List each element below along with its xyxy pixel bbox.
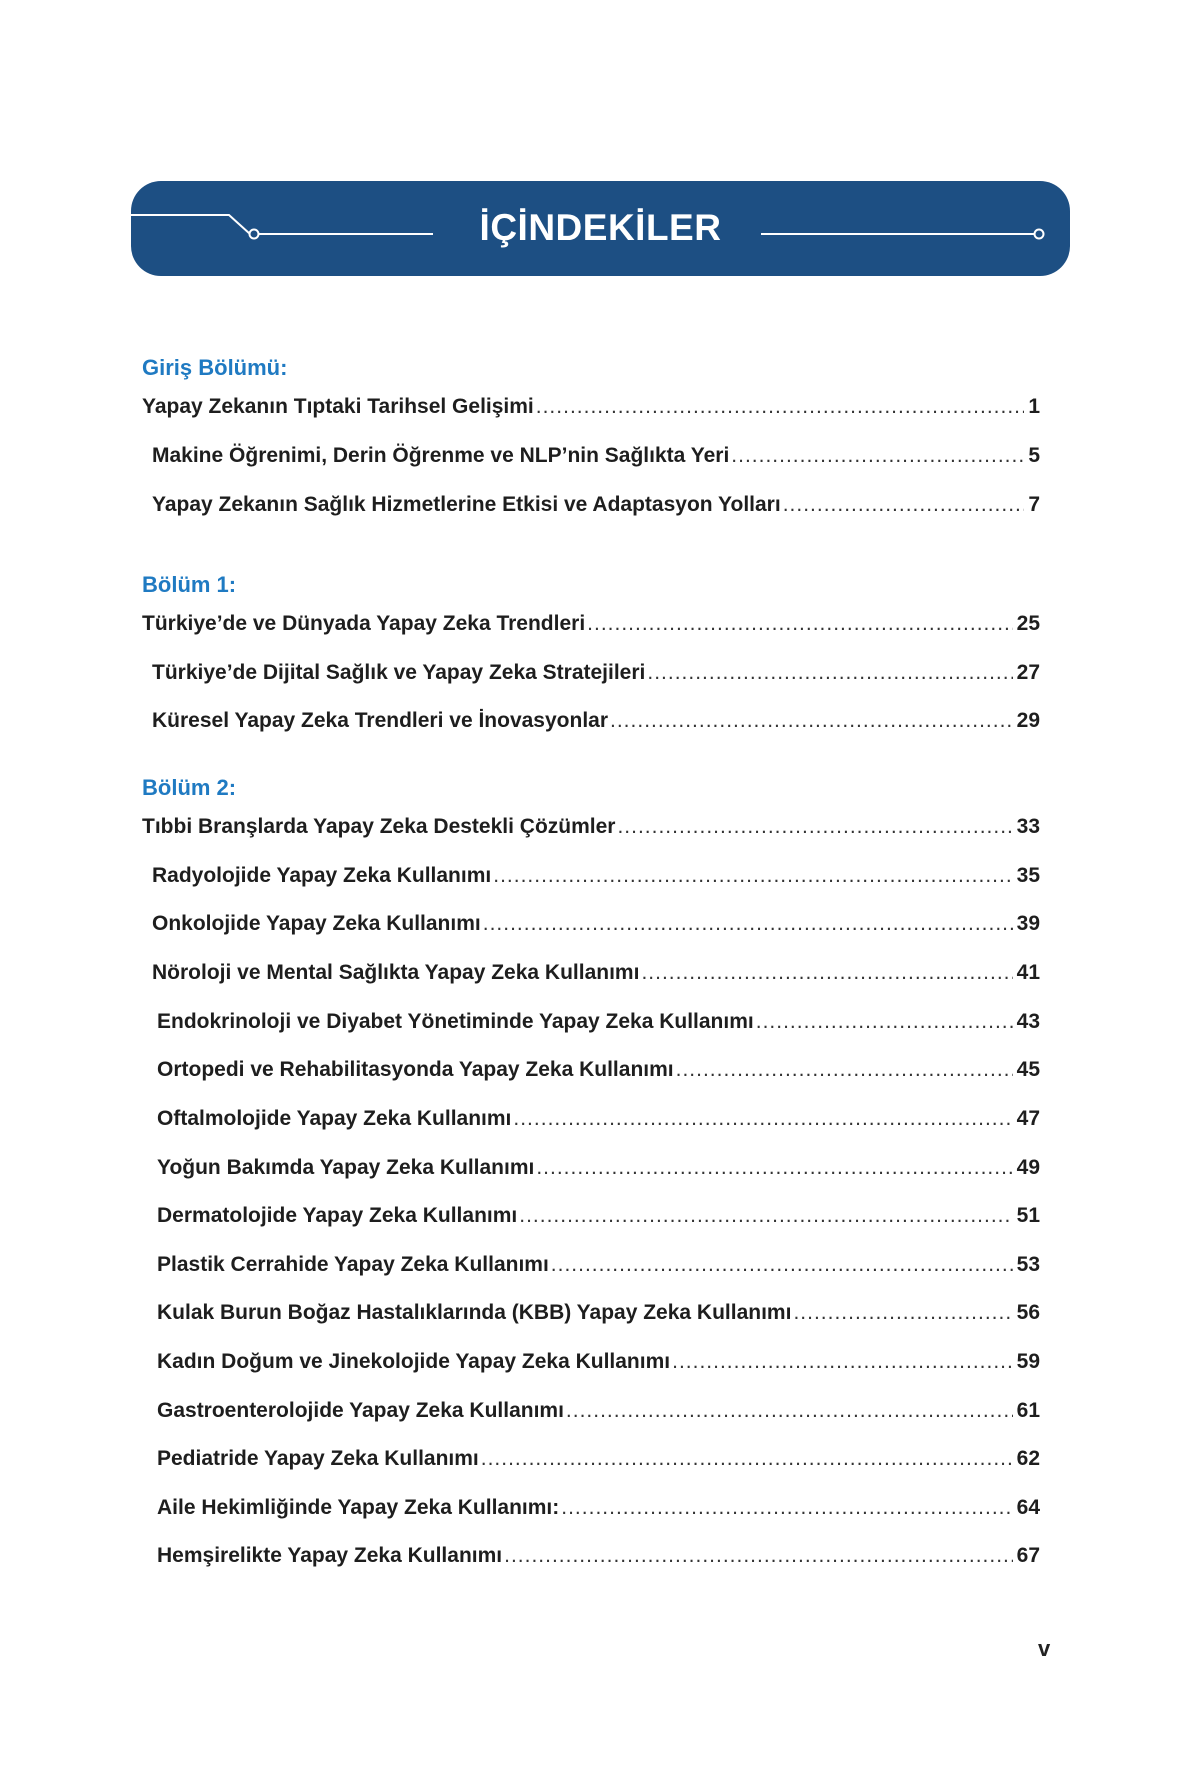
- dot-leader: [519, 1204, 1012, 1228]
- toc-entry[interactable]: [152, 912, 1040, 942]
- toc-entry[interactable]: [152, 661, 1040, 691]
- entry-title: Ortopedi ve Rehabilitasyonda Yapay Zeka Kullanımı: [157, 1058, 674, 1081]
- toc-entry[interactable]: [157, 1204, 1040, 1234]
- entry-title: Türkiye’de ve Dünyada Yapay Zeka Trendleri: [142, 612, 586, 635]
- entry-title: Türkiye’de Dijital Sağlık ve Yapay Zeka Stratejileri: [152, 661, 646, 684]
- entry-page: 35: [1016, 864, 1040, 887]
- entry-page: 56: [1016, 1301, 1040, 1324]
- dot-leader: [536, 1156, 1012, 1180]
- entry-title: Kulak Burun Boğaz Hastalıklarında (KBB) Yapay Zeka Kullanımı: [157, 1301, 792, 1324]
- entry-page: 25: [1016, 612, 1040, 635]
- dot-leader: [610, 709, 1013, 733]
- entry-page: 29: [1016, 709, 1040, 732]
- entry-page: 49: [1016, 1156, 1040, 1179]
- entry-page: 41: [1016, 961, 1040, 984]
- entry-title: Aile Hekimliğinde Yapay Zeka Kullanımı:: [157, 1496, 560, 1519]
- entry-page: 47: [1016, 1107, 1040, 1130]
- toc-entry[interactable]: [157, 1156, 1040, 1186]
- dot-leader: [561, 1496, 1012, 1520]
- dot-leader: [672, 1350, 1013, 1374]
- toc-entry[interactable]: [157, 1010, 1040, 1040]
- toc-entry[interactable]: [152, 864, 1040, 894]
- dot-leader: [566, 1399, 1013, 1423]
- toc-entry[interactable]: [157, 1058, 1040, 1088]
- dot-leader: [483, 912, 1013, 936]
- entry-title: Yoğun Bakımda Yapay Zeka Kullanımı: [157, 1156, 535, 1179]
- entry-page: 64: [1016, 1496, 1040, 1519]
- toc-entry[interactable]: [157, 1107, 1040, 1137]
- entry-title: Nöroloji ve Mental Sağlıkta Yapay Zeka Kullanımı: [152, 961, 640, 984]
- entry-page: 7: [1028, 493, 1040, 516]
- entry-page: 59: [1016, 1350, 1040, 1373]
- dot-leader: [647, 661, 1012, 685]
- toc-entry[interactable]: [157, 1399, 1040, 1429]
- dot-leader: [756, 1010, 1013, 1034]
- entry-page: 53: [1016, 1253, 1040, 1276]
- entry-title: Endokrinoloji ve Diyabet Yönetiminde Yapay Zeka Kullanımı: [157, 1010, 754, 1033]
- section-heading: Giriş Bölümü:: [142, 355, 288, 380]
- toc-entry[interactable]: [152, 961, 1040, 991]
- toc-entry[interactable]: [142, 815, 1040, 845]
- dot-leader: [783, 493, 1025, 517]
- section-heading: Bölüm 2:: [142, 775, 237, 800]
- dot-leader: [493, 864, 1012, 888]
- toc-entry[interactable]: [157, 1253, 1040, 1283]
- entry-title: Tıbbi Branşlarda Yapay Zeka Destekli Çözümler: [142, 815, 616, 838]
- entry-title: Dermatolojide Yapay Zeka Kullanımı: [157, 1204, 518, 1227]
- page-title: İÇİNDEKİLER: [479, 207, 722, 248]
- entry-page: 45: [1016, 1058, 1040, 1081]
- toc-entry[interactable]: [152, 493, 1040, 523]
- dot-leader: [731, 444, 1024, 468]
- entry-title: Plastik Cerrahide Yapay Zeka Kullanımı: [157, 1253, 549, 1276]
- toc-entry[interactable]: [152, 444, 1040, 474]
- dot-leader: [676, 1058, 1013, 1082]
- dot-leader: [641, 961, 1012, 985]
- toc-entry[interactable]: [157, 1301, 1040, 1331]
- dot-leader: [587, 612, 1012, 636]
- toc-entry[interactable]: [142, 395, 1040, 425]
- dot-leader: [481, 1447, 1013, 1471]
- section-heading: Bölüm 1:: [142, 572, 237, 597]
- entry-title: Hemşirelikte Yapay Zeka Kullanımı: [157, 1544, 503, 1567]
- dot-leader: [551, 1253, 1013, 1277]
- entry-page: 27: [1016, 661, 1040, 684]
- dot-leader: [793, 1301, 1012, 1325]
- entry-page: 61: [1016, 1399, 1040, 1422]
- toc-entry[interactable]: [157, 1447, 1040, 1477]
- dot-leader: [504, 1544, 1013, 1568]
- entry-title: Onkolojide Yapay Zeka Kullanımı: [152, 912, 481, 935]
- entry-page: 33: [1016, 815, 1040, 838]
- toc-entry[interactable]: [157, 1350, 1040, 1380]
- entry-title: Radyolojide Yapay Zeka Kullanımı: [152, 864, 492, 887]
- entry-page: 51: [1016, 1204, 1040, 1227]
- page-number: v: [1038, 1636, 1051, 1661]
- entry-title: Yapay Zekanın Sağlık Hizmetlerine Etkisi ve Adaptasyon Yolları: [152, 493, 781, 516]
- toc-entry[interactable]: [157, 1496, 1040, 1526]
- entry-page: 67: [1016, 1544, 1040, 1567]
- entry-title: Oftalmolojide Yapay Zeka Kullanımı: [157, 1107, 512, 1130]
- entry-title: Pediatride Yapay Zeka Kullanımı: [157, 1447, 479, 1470]
- entry-page: 5: [1028, 444, 1040, 467]
- toc-entry[interactable]: [152, 709, 1040, 739]
- toc-entry[interactable]: [142, 612, 1040, 642]
- toc-entry[interactable]: [157, 1544, 1040, 1574]
- dot-leader: [617, 815, 1012, 839]
- dot-leader: [513, 1107, 1012, 1131]
- entry-title: Kadın Doğum ve Jinekolojide Yapay Zeka Kullanımı: [157, 1350, 671, 1373]
- entry-page: 62: [1016, 1447, 1040, 1470]
- entry-title: Küresel Yapay Zeka Trendleri ve İnovasyonlar: [152, 709, 609, 732]
- entry-title: Makine Öğrenimi, Derin Öğrenme ve NLP’nin Sağlıkta Yeri: [152, 444, 730, 467]
- entry-page: 39: [1016, 912, 1040, 935]
- dot-leader: [536, 395, 1025, 419]
- entry-page: 43: [1016, 1010, 1040, 1033]
- entry-title: Gastroenterolojide Yapay Zeka Kullanımı: [157, 1399, 564, 1422]
- entry-title: Yapay Zekanın Tıptaki Tarihsel Gelişimi: [142, 395, 534, 418]
- entry-page: 1: [1028, 395, 1040, 418]
